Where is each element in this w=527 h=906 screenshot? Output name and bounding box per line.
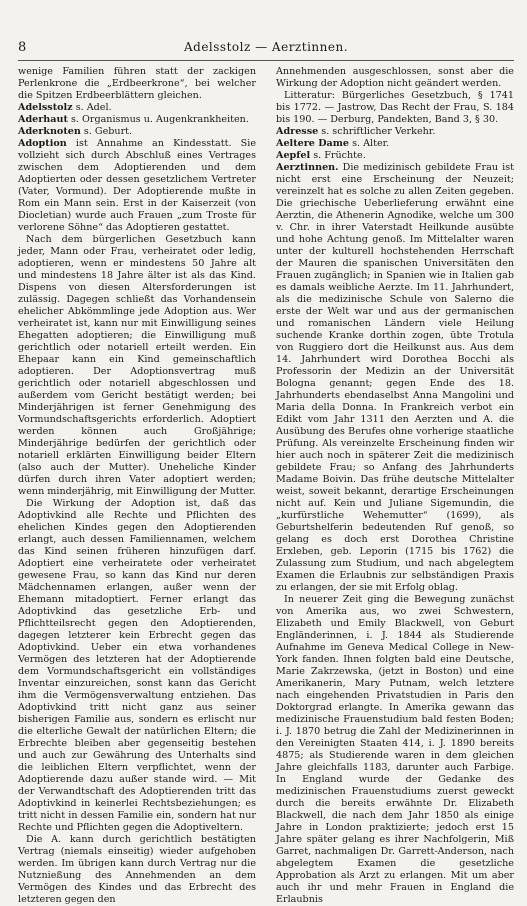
entry-paragraph [18,498,256,834]
entry-paragraph [276,162,514,594]
entry-text: Die A. kann durch gerichtlich bestätigten Vertrag (niemals einseitig) wieder aufgehoben werden. Im übrigen kann durch Vertrag nur die Nutznießung des Annehmenden an dem Vermögen des Kindes und das Erbrecht des letzteren gegen den [18,834,256,905]
entry-headword: Aeltere Dame [276,138,350,149]
entry-headword: Aderhaut [18,114,68,125]
book-page [18,0,514,905]
entry-paragraph [18,834,256,906]
entry-paragraph [18,66,256,102]
entry-headword: Aerztinnen. [276,162,339,173]
entry-text: s. Organismus u. Augenkrankheiten. [67,114,249,125]
entry-text: Nach dem bürgerlichen Gesetzbuch kann jeder, Mann oder Frau, verheiratet oder ledig, adoptieren, wenn er mindestens 50 Jahre alt und mindestens 18 Jahre älter ist als das Kind. Dispens von diesen Altersforderungen ist zulässig. Dagegen schließt das Vorhandensein ehelicher Abkömmlinge jede Adoption aus. Wer verheiratet ist, kann nur mit Einwilligung seines Ehegatten adoptieren; die Einwilligung muß gerichtlich oder notariell erteilt werden. Ein Ehepaar kann ein Kind gemeinschaftlich adoptieren. Der Adoptionsvertrag muß gerichtlich oder notariell abgeschlossen und außerdem vom Gericht bestätigt werden; bei Minderjährigen ist ferner Genehmigung des Vormundschaftsgerichts erforderlich. Adoptiert werden können auch Großjährige; Minderjährige bedürfen der gerichtlich oder notariell erklärten Einwilligung beider Eltern (also auch der Mutter). Uneheliche Kinder dürfen durch ihren Vater adoptiert werden; wenn minderjährig, mit Einwilligung der Mutter. [18,234,256,497]
entry-paragraph [18,138,256,234]
entry-paragraph [276,150,514,162]
entry-headword: Adelsstolz [18,102,73,113]
page-number: 8 [18,40,27,55]
entry-text: Die medizinisch gebildete Frau ist nicht erst eine Erscheinung der Neuzeit; vereinzelt hat es solche zu allen Zeiten gegeben. Die griechische Ueberlieferung erwähnt eine Aerztin, die Athenerin Agnodike, welche um 300 v. Chr. in ihrer Vaterstadt Heilkunde ausübte und hohe Achtung genoß. Im Mittelalter waren unter der kulturell hochstehenden Herrschaft der Mauren die spanischen Universitäten den Frauen zugänglich; in Spanien wie in Italien gab es damals weibliche Aerzte. Im 11. Jahrhundert, als die medizinische Schule von Salerno die erste der Welt war und aus der germanischen und romanischen Ländern viele Heilung suchende Kranke dorthin zogen, übte Trotula von Ruggiero dort die Heilkunst aus. Aus dem 14. Jahrhundert wird Dorothea Bocchi als Professorin der Medizin an der Universität Bologna genannt; gegen Ende des 18. Jahrhunderts ebendaselbst Anna Mangolini und Maria della Donna. In Frankreich verbot ein Edikt vom Jahr 1311 den Aerzten und A. die Ausübung des Berufes ohne vorherige staatliche Prüfung. Als vereinzelte Erscheinung finden wir hier auch noch in späterer Zeit die medizinisch gebildete Frau; so Anfang des Jahrhunderts Madame Boivin. Das frühe deutsche Mittelalter weist, soweit bekannt, derartige Erscheinungen nicht auf. Kein und Juliane Sigemundin, die „kurfürstliche Wehemutter“ (1699), als Geburtshelferin bedeutenden Ruf genoß, so gelang es doch erst Dorothea Christine Erxleben, geb. Leporin (1715 bis 1762) die Zulassung zum Studium, und nach abgelegtem Examen die Erlaubnis zur selbständigen Praxis zu erlangen, der sie mit Erfolg oblag. [276,162,514,593]
entry-paragraph [276,90,514,126]
entry-paragraph [18,126,256,138]
entry-text: wenige Familien führen statt der zackigen Perlenkrone die „Erdbeerkrone“, bei welcher die Spitzen Erdbeerblättern gleichen. [18,66,256,101]
page-header [18,40,514,56]
entry-text: s. Früchte. [310,150,366,161]
entry-text: Die Wirkung der Adoption ist, daß das Adoptivkind alle Rechte und Pflichten des ehelichen Kindes gegen den Adoptierenden erlangt, auch dessen Familiennamen, welchem das Kind seinen früheren hinzufügen darf. Adoptiert eine verheiratete oder verheiratet gewesene Frau, so kann das Kind nur deren Mädchennamen erlangen, außer wenn der Ehemann mitadoptiert. Ferner erlangt das Adoptivkind das gesetzliche Erb- und Pflichtteilsrecht gegen den Adoptierenden, dagegen letzterer kein Erbrecht gegen das Adoptivkind. Ueber ein etwa vorhandenes Vermögen des letzteren hat der Adoptierende dem Vormundschaftsgericht ein vollständiges Inventar einzureichen, sonst kann das Gericht ihm die Vermögensverwaltung entziehen. Das Adoptivkind tritt nicht ganz aus seiner bisherigen Familie aus, sondern es erlischt nur die elterliche Gewalt der natürlichen Eltern; die Erbrechte bleiben aber gegenseitig bestehen und auch zur Gewährung des Unterhalts sind die leiblichen Eltern verpflichtet, wenn der Adoptierende dazu außer stande wird. — Mit der Verwandtschaft des Adoptierenden tritt das Adoptivkind in keinerlei Rechtsbeziehungen; es tritt nicht in dessen Familie ein, sondern hat nur Rechte und Pflichten gegen die Adoptiveltern. [18,498,256,833]
entry-text: s. Alter. [349,138,390,149]
entry-headword: Adresse [276,126,319,137]
entry-text: s. Geburt. [80,126,133,137]
entry-text: Annehmenden ausgeschlossen, sonst aber die Wirkung der Adoption nicht geändert werden. [276,66,514,89]
entry-text: ist Annahme an Kindesstatt. Sie vollzieht sich durch Abschluß eines Vertrages zwischen dem Adoptierenden und dem Adoptierten oder dessen gesetzlichem Vertreter (Vater, Vormund). Der Adoptierende mußte in Rom ein Mann sein. Erst in der Kaiserzeit (von Diocletian) wurde auch Frauen „zum Troste für verlorene Söhne“ das Adoptieren gestattet. [18,138,256,233]
entry-headword: Aepfel [276,150,311,161]
entry-text: In neuerer Zeit ging die Bewegung zunächst von Amerika aus, wo zwei Schwestern, Elizabeth und Emily Blackwell, von Geburt Engländerinnen, i. J. 1844 als Studierende Aufnahme im Geneva Medical College in New-York fanden. Ihnen folgten bald eine Deutsche, Marie Zakrzewska, (jetzt in Boston) und eine Amerikanerin, Mary Putnam, welch letztere nach eingehenden Privatstudien in Paris den Doktorgrad erlangte. In Amerika gewann das medizinische Frauenstudium bald festen Boden; i. J. 1870 betrug die Zahl der Medizinerinnen in den Vereinigten Staaten 414, i. J. 1890 bereits 4875; als Studierende waren in dem gleichen Jahre gleichfalls 1183, darunter auch Farbige. In England wurde der Gedanke des medizinischen Frauenstudiums zuerst geweckt durch die bereits erwähnte Dr. Elizabeth Blackwell, die nach dem Jahr 1850 als einige Jahre in London praktizierte; jedoch erst 15 Jahre später gelang es ihrer Nachfolgerin, Miß Garret, nachmaligen Dr. Garrett-Anderson, nach abgelegtem Examen die gesetzliche Approbation als Arzt zu erlangen. Mit um aber auch ihr und mehr Frauen in England die Erlaubnis [276,594,514,905]
entry-paragraph [276,594,514,906]
right-column [276,66,514,905]
header-rule [18,60,514,61]
entry-paragraph [18,102,256,114]
entry-paragraph [18,234,256,498]
entry-text: s. schriftlicher Verkehr. [318,126,436,137]
left-column [18,66,256,905]
entry-text: s. Adel. [72,102,112,113]
running-title: Adelsstolz — Aerztinnen. [183,40,349,54]
entry-headword: Adoption [18,138,67,149]
entry-paragraph [18,114,256,126]
entry-paragraph [276,126,514,138]
entry-paragraph [276,66,514,90]
entry-headword: Aderknoten [18,126,81,137]
entry-paragraph [276,138,514,150]
entry-text: Litteratur: Bürgerliches Gesetzbuch, § 1741 bis 1772. — Jastrow, Das Recht der Frau, S. 184 bis 190. — Derburg, Pandekten, Band 3, § 30. [276,90,514,125]
